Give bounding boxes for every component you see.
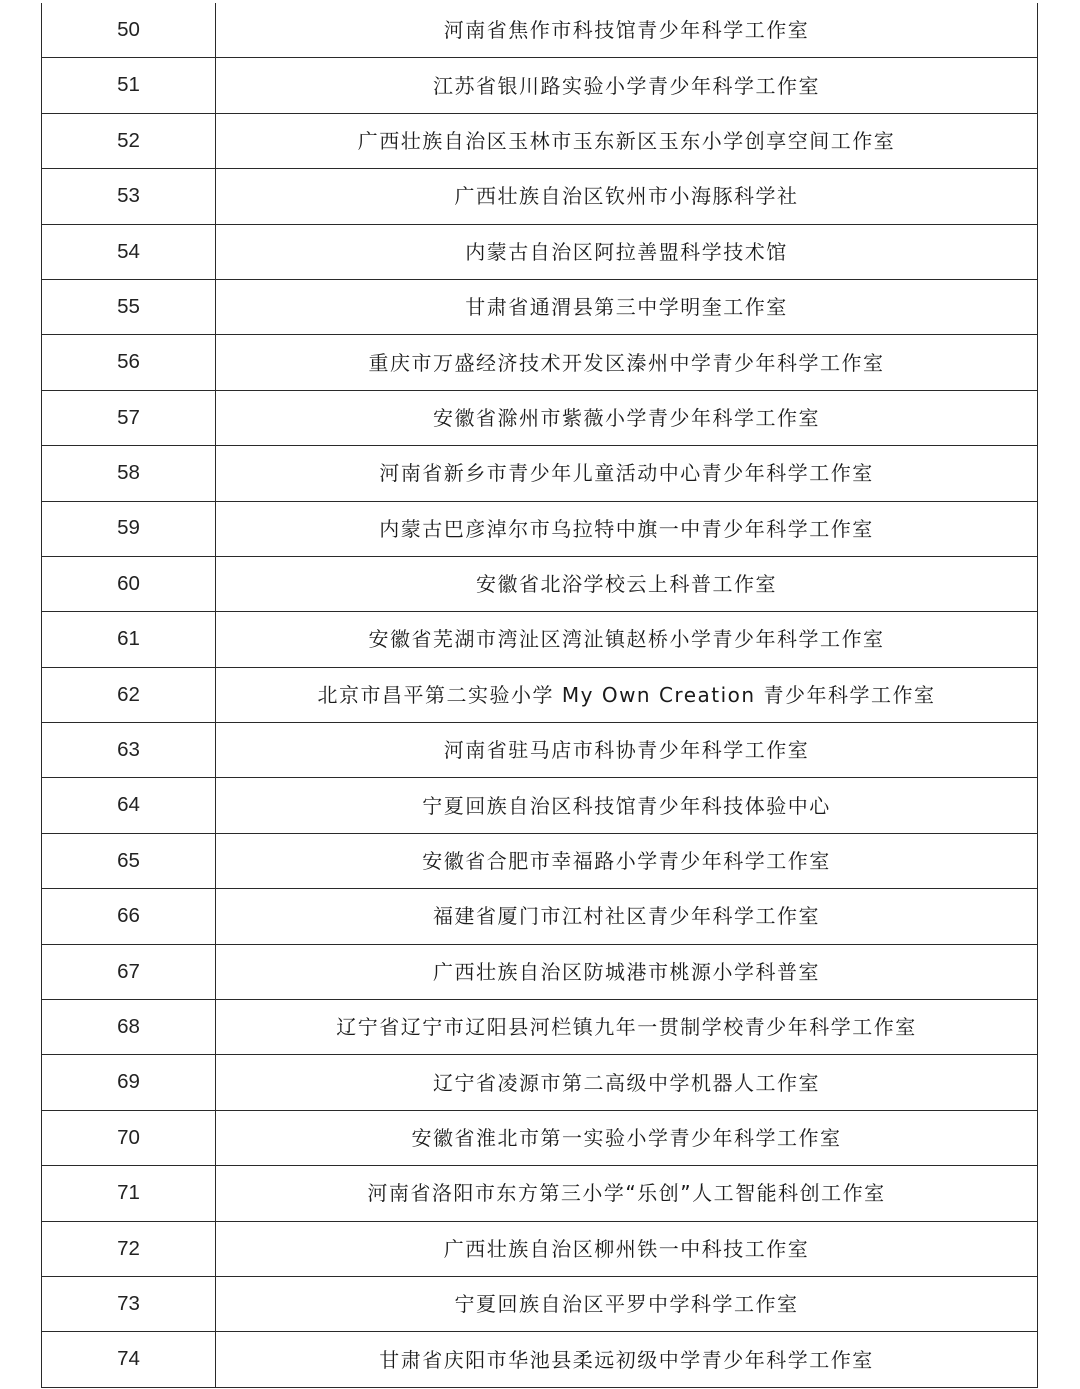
row-number: 52 [42, 113, 216, 168]
table-row [42, 335, 1038, 390]
table-row [42, 833, 1038, 888]
row-number: 72 [42, 1221, 216, 1276]
table-row [42, 1166, 1038, 1221]
studio-name: 安徽省滁州市紫薇小学青少年科学工作室 [216, 390, 1038, 445]
row-number: 68 [42, 1000, 216, 1055]
studio-name: 甘肃省庆阳市华池县柔远初级中学青少年科学工作室 [216, 1332, 1038, 1387]
studio-name: 福建省厦门市江村社区青少年科学工作室 [216, 889, 1038, 944]
table-row [42, 279, 1038, 334]
table-row [42, 390, 1038, 445]
row-number: 57 [42, 390, 216, 445]
table-row [42, 1055, 1038, 1110]
row-number: 64 [42, 778, 216, 833]
studio-name: 宁夏回族自治区平罗中学科学工作室 [216, 1276, 1038, 1331]
row-number: 62 [42, 667, 216, 722]
table-row [42, 944, 1038, 999]
table-row [42, 501, 1038, 556]
row-number: 74 [42, 1332, 216, 1387]
studio-name: 安徽省合肥市幸福路小学青少年科学工作室 [216, 833, 1038, 888]
studio-name: 广西壮族自治区钦州市小海豚科学社 [216, 169, 1038, 224]
studio-name: 广西壮族自治区玉林市玉东新区玉东小学创享空间工作室 [216, 113, 1038, 168]
table-row [42, 1221, 1038, 1276]
table-row [42, 778, 1038, 833]
row-number: 69 [42, 1055, 216, 1110]
studio-name: 安徽省北浴学校云上科普工作室 [216, 556, 1038, 611]
row-number: 55 [42, 279, 216, 334]
table-row [42, 1000, 1038, 1055]
row-number: 53 [42, 169, 216, 224]
table-row [42, 1276, 1038, 1331]
studio-name: 宁夏回族自治区科技馆青少年科技体验中心 [216, 778, 1038, 833]
table-row [42, 113, 1038, 168]
studio-name: 河南省新乡市青少年儿童活动中心青少年科学工作室 [216, 446, 1038, 501]
table-row [42, 889, 1038, 944]
studio-name: 内蒙古巴彦淖尔市乌拉特中旗一中青少年科学工作室 [216, 501, 1038, 556]
studio-name: 广西壮族自治区柳州铁一中科技工作室 [216, 1221, 1038, 1276]
studio-name: 河南省驻马店市科协青少年科学工作室 [216, 723, 1038, 778]
studio-name: 安徽省芜湖市湾沚区湾沚镇赵桥小学青少年科学工作室 [216, 612, 1038, 667]
studio-name: 安徽省淮北市第一实验小学青少年科学工作室 [216, 1110, 1038, 1165]
table-row [42, 1110, 1038, 1165]
row-number: 70 [42, 1110, 216, 1165]
table-row [42, 556, 1038, 611]
studio-name: 内蒙古自治区阿拉善盟科学技术馆 [216, 224, 1038, 279]
row-number: 50 [42, 3, 216, 58]
studio-name: 河南省洛阳市东方第三小学“乐创”人工智能科创工作室 [216, 1166, 1038, 1221]
studio-name: 河南省焦作市科技馆青少年科学工作室 [216, 3, 1038, 58]
row-number: 67 [42, 944, 216, 999]
row-number: 73 [42, 1276, 216, 1331]
row-number: 54 [42, 224, 216, 279]
studio-name: 北京市昌平第二实验小学 My Own Creation 青少年科学工作室 [216, 667, 1038, 722]
table-row [42, 3, 1038, 58]
row-number: 51 [42, 58, 216, 113]
table-row [42, 224, 1038, 279]
row-number: 56 [42, 335, 216, 390]
studio-name: 甘肃省通渭县第三中学明奎工作室 [216, 279, 1038, 334]
studio-list-table [41, 3, 1038, 1388]
table-row [42, 723, 1038, 778]
table-row [42, 612, 1038, 667]
row-number: 71 [42, 1166, 216, 1221]
row-number: 66 [42, 889, 216, 944]
table-row [42, 58, 1038, 113]
row-number: 61 [42, 612, 216, 667]
row-number: 63 [42, 723, 216, 778]
table-row [42, 667, 1038, 722]
studio-name: 江苏省银川路实验小学青少年科学工作室 [216, 58, 1038, 113]
row-number: 65 [42, 833, 216, 888]
document-page [41, 3, 1038, 1388]
table-row [42, 169, 1038, 224]
studio-name: 辽宁省凌源市第二高级中学机器人工作室 [216, 1055, 1038, 1110]
row-number: 58 [42, 446, 216, 501]
table-row [42, 1332, 1038, 1387]
studio-name: 重庆市万盛经济技术开发区溱州中学青少年科学工作室 [216, 335, 1038, 390]
studio-name: 辽宁省辽宁市辽阳县河栏镇九年一贯制学校青少年科学工作室 [216, 1000, 1038, 1055]
table-row [42, 446, 1038, 501]
row-number: 60 [42, 556, 216, 611]
studio-name: 广西壮族自治区防城港市桃源小学科普室 [216, 944, 1038, 999]
row-number: 59 [42, 501, 216, 556]
studio-list-body [42, 3, 1038, 1387]
